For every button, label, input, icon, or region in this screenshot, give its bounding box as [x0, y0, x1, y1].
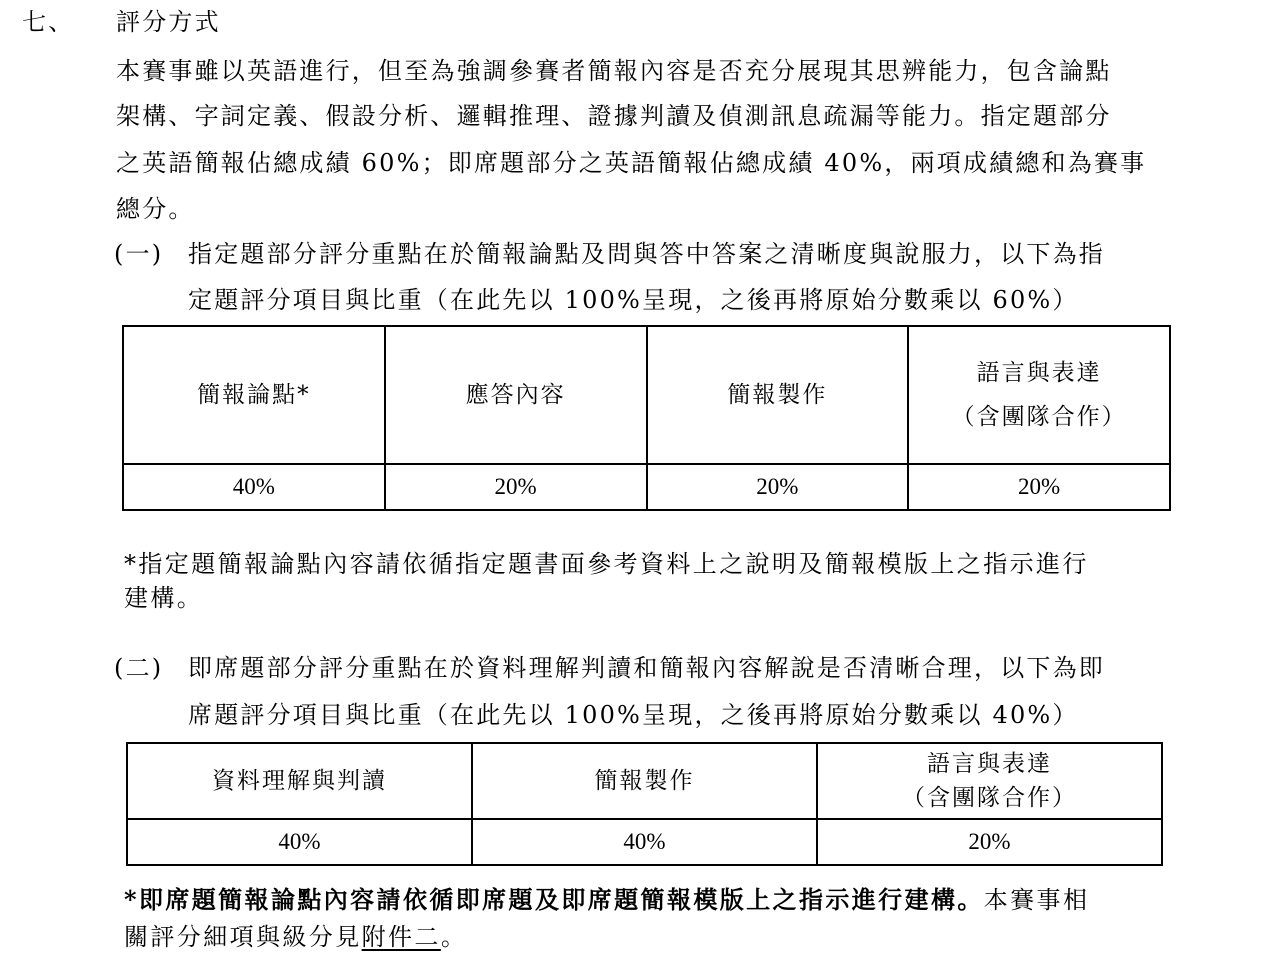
intro-line-2: 架構、字詞定義、假設分析、邏輯推理、證據判讀及偵測訊息疏漏等能力。指定題部分: [116, 102, 1112, 130]
part2-note-bold: *即席題簡報論點內容請依循即席題及即席題簡報模版上之指示進行建構。: [124, 885, 984, 914]
intro-line-1: 本賽事雖以英語進行，但至為強調參賽者簡報內容是否充分展現其思辨能力，包含論點: [116, 57, 1112, 85]
part1-value-3: 20%: [647, 464, 909, 510]
part2-header-3-sub: （含團隊合作）: [902, 785, 1077, 811]
part1-line-1: 指定題部分評分重點在於簡報論點及問與答中答案之清晰度與說服力，以下為指: [188, 240, 1105, 268]
part1-label: (一): [114, 240, 164, 268]
part1-score-table: [122, 325, 1171, 511]
part2-header-1: 資料理解與判讀: [127, 743, 472, 819]
part1-header-4-main: 語言與表達: [976, 360, 1102, 386]
part2-line-2: 席題評分項目與比重（在此先以 100%呈現，之後再將原始分數乘以 40%）: [188, 701, 1079, 729]
part1-header-3: 簡報製作: [647, 326, 909, 464]
part2-value-2: 40%: [472, 819, 817, 865]
part2-note-text: 關評分細項與級分見: [124, 923, 362, 951]
part2-header-3-main: 語言與表達: [927, 751, 1052, 777]
part1-note-line-2: 建構。: [124, 584, 204, 612]
part2-value-1: 40%: [127, 819, 472, 865]
intro-line-4: 總分。: [116, 195, 195, 223]
part1-header-4: [908, 326, 1170, 464]
part1-value-4: 20%: [908, 464, 1170, 510]
part1-value-2: 20%: [385, 464, 647, 510]
part1-header-4-sub: （含團隊合作）: [951, 404, 1127, 430]
part1-header-1: 簡報論點*: [123, 326, 385, 464]
part1-header-2: 應答內容: [385, 326, 647, 464]
intro-line-3: 之英語簡報佔總成績 60%；即席題部分之英語簡報佔總成績 40%，兩項成績總和為賽事: [116, 149, 1147, 177]
part1-line-2: 定題評分項目與比重（在此先以 100%呈現，之後再將原始分數乘以 60%）: [188, 286, 1079, 314]
part2-value-3: 20%: [817, 819, 1162, 865]
part2-note-normal: 本賽事相: [983, 886, 1090, 914]
part1-value-1: 40%: [123, 464, 385, 510]
appendix-link[interactable]: 附件二: [361, 923, 441, 951]
part2-note-end: 。: [440, 923, 468, 951]
part2-note-line-2: [124, 920, 467, 954]
section-number: 七、: [22, 8, 75, 36]
part2-note-line-1: [124, 883, 1089, 917]
section-title: 評分方式: [116, 8, 221, 36]
part2-score-table: [126, 742, 1163, 866]
part2-header-3: [817, 743, 1162, 819]
part2-header-2: 簡報製作: [472, 743, 817, 819]
part2-label: (二): [114, 654, 164, 682]
part1-note-line-1: *指定題簡報論點內容請依循指定題書面參考資料上之說明及簡報模版上之指示進行: [124, 550, 1089, 578]
part2-line-1: 即席題部分評分重點在於資料理解判讀和簡報內容解說是否清晰合理，以下為即: [188, 654, 1105, 682]
